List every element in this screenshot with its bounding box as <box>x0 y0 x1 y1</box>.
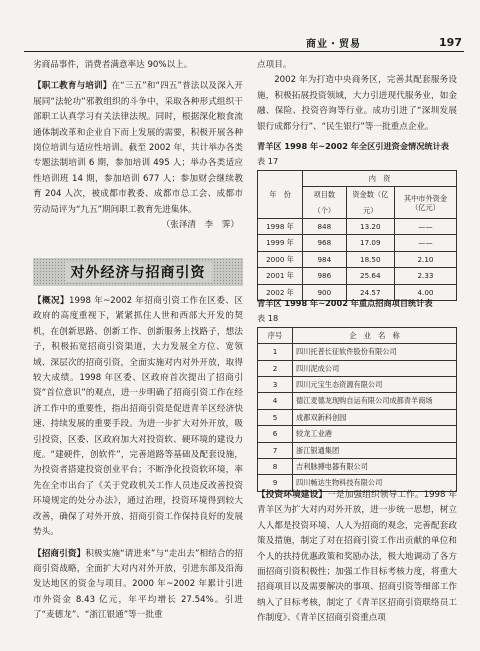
table2-header-no: 序号 <box>258 327 293 343</box>
cell-no: 1 <box>258 344 293 360</box>
section-title: 对外经济与招商引资 <box>65 262 212 282</box>
right-column-bottom <box>257 488 457 627</box>
cell-name: 较龙工业港 <box>293 426 457 442</box>
running-header-section: 商业・贸易 <box>306 38 362 50</box>
table-row <box>258 459 457 475</box>
training-paragraph <box>33 79 243 218</box>
investment-tag: 【招商引资】 <box>33 548 86 559</box>
cell-amount: 18.50 <box>346 251 394 267</box>
right-column <box>257 58 457 301</box>
table1-header-year: 年 份 <box>258 170 303 218</box>
cell-projects: 984 <box>303 251 347 267</box>
table-row <box>258 426 457 442</box>
cell-no: 3 <box>258 377 293 393</box>
table-row <box>258 251 457 267</box>
paragraph-top: 点项目。 <box>257 60 292 70</box>
right-column-lower <box>257 296 457 492</box>
cell-projects: 968 <box>303 235 347 251</box>
section-banner <box>33 258 243 286</box>
capital-table <box>257 170 457 301</box>
environment-tag: 【投资环境建设】 <box>257 490 328 500</box>
cell-non-city: 2.33 <box>394 268 456 284</box>
cell-year: 2002 年 <box>258 284 303 300</box>
page-header <box>20 34 462 50</box>
cell-no: 2 <box>258 360 293 376</box>
cell-name: 浙江银通集团 <box>293 442 457 458</box>
header-rule <box>24 51 464 52</box>
table1-header-non-city: 其中市外资金（亿元） <box>394 187 456 219</box>
overview-tag: 【概况】 <box>33 296 70 306</box>
cell-no: 8 <box>258 459 293 475</box>
cell-year: 1999 年 <box>258 235 303 251</box>
cell-non-city: —— <box>394 235 456 251</box>
training-text: 在“三五”和“四五”普法以及深入开展同“法轮功”邪教组织的斗争中，采取各种形式组织干部职工认真学习有关法律法规。同时，根据深化粮食流通体制改革和企业自下而上发展的需要，积极开展各种岗位培训与适应性培训。截至 2002 年，共计举办各类专题法制培训 6 期，参加培训 495 人；举办各类适应性培训班 14 期，参加培训 677 人；参加财会继续教育 204 人次，被成都市教委、成都市总工会、成都市劳动局评为“九五”期间职工教育先进集体。 <box>33 81 243 215</box>
table-row <box>258 409 457 425</box>
cell-year: 1998 年 <box>258 219 303 235</box>
overview-paragraph <box>33 294 243 541</box>
paragraph-cbd: 2002 年为打造中央商务区，完善其配套服务设施，积极拓展投资领域，大力引进现代服务业，如金融、保险、投资咨询等行业。成功引进了“深圳发展银行成都分行”、“民生银行”等一批重点企业。 <box>257 75 457 132</box>
left-column-lower <box>33 294 243 624</box>
table1-header-amount: 资金数（亿元） <box>346 187 394 219</box>
cell-amount: 17.09 <box>346 235 394 251</box>
cell-non-city: 4.00 <box>394 284 456 300</box>
cell-projects: 900 <box>303 284 347 300</box>
table1-header-projects: 项目数（个） <box>303 187 347 219</box>
table2-label: 表 18 <box>257 313 279 324</box>
investment-text: 积极实施“请进来”与“走出去”相结合的招商引资战略，全面扩大对内对外开放，引进东部及沿海发达地区的资金与项目。2000 年~2002 年累计引进市外资金 8.43 亿元，年平均增长 27.54%。引进了“麦德龙”、“浙江银通”等一批重 <box>33 548 243 621</box>
signature: （张泽清 李 霁） <box>161 220 239 231</box>
table1-title: 青羊区 1998 年~2002 年全区引进资金情况统计表 <box>257 141 449 152</box>
cell-non-city: —— <box>394 219 456 235</box>
table-row <box>258 393 457 409</box>
cell-amount: 24.57 <box>346 284 394 300</box>
cell-name: 四川畅达生物科技有限公司 <box>293 475 457 491</box>
left-column <box>33 58 243 233</box>
environment-text: 一是加强组织领导工作。1998 年青羊区为扩大对内对外开放，进一步统一思想，树立人人都是投资环境、人人为招商的观念，完善配套政策及措施，制定了对在招商引资工作出贡献的单位和个人的扶持优惠政策和奖励办法，极大地调动了各方面招商引资积极性；加强工作目标考核力度，将重大招商项目以及需要解决的事项、招商引资等细部工作纳入了目标考核，制定了《青羊区招商引资联络员工作制度》、《青羊区招商引资重点项 <box>257 490 457 624</box>
environment-paragraph <box>257 488 457 627</box>
table-row <box>258 344 457 360</box>
table2-header-name: 企 业 名 称 <box>293 327 457 343</box>
cell-name: 四川托普长征软件股份有限公司 <box>293 344 457 360</box>
table1-header-domestic: 内 资 <box>303 170 457 186</box>
overview-text: 1998 年~2002 年招商引资工作在区委、区政府的高度重视下，紧紧抓住人世和西部大开发的契机，在创新思路、创新工作、创新服务上找路子，想法子，积极拓宽招商引资渠道，大力发展全方位、宽领域、深层次的招商引资，全面实施对内对外开放，取得较大成绩。1998 年区委、区政府首次提出了招商引资“首位意识”的观点，进一步明确了招商引资工作在经济工作中的重要性，指出招商引资是促进青羊区经济快速、持续发展的重要手段。为进一步扩大对外开放，吸引投资，区委、区政府加大对投资软、硬环境的建设力度。“建硬件，创软件”，完善道路等基础及配套设施，为投资者搭建投资创业平台；不断净化投资软环境，率先在全市出台了《关于党政机关工作人员违反改善投资环境规定的处分办法》，通过治理，投资环境得到较大改善，确保了对外开放、招商引资工作保持良好的发展势头。 <box>33 296 243 538</box>
table-row <box>258 442 457 458</box>
cell-name: 吉利脉搏电器有限公司 <box>293 459 457 475</box>
cell-amount: 13.20 <box>346 219 394 235</box>
cell-no: 6 <box>258 426 293 442</box>
table1-label: 表 17 <box>257 156 279 167</box>
cell-no: 5 <box>258 409 293 425</box>
cell-year: 2001 年 <box>258 268 303 284</box>
cell-no: 9 <box>258 475 293 491</box>
table-row <box>258 235 457 251</box>
cell-amount: 25.64 <box>346 268 394 284</box>
paragraph-carryover: 劣商品事件，消费者满意率达 90%以上。 <box>33 60 193 70</box>
cell-projects: 848 <box>303 219 347 235</box>
training-tag: 【职工教育与培训】 <box>33 81 112 92</box>
cell-year: 2000 年 <box>258 251 303 267</box>
table-row <box>258 219 457 235</box>
cell-name: 德江麦德龙现购自运有限公司成都青羊商场 <box>293 393 457 409</box>
table-row <box>258 360 457 376</box>
page-number: 197 <box>439 35 462 49</box>
cell-name: 四川元宝生态资源有限公司 <box>293 377 457 393</box>
cell-projects: 986 <box>303 268 347 284</box>
cell-name: 成都双新科创园 <box>293 409 457 425</box>
cell-no: 4 <box>258 393 293 409</box>
investment-paragraph <box>33 547 243 624</box>
cell-no: 7 <box>258 442 293 458</box>
table-row <box>258 377 457 393</box>
table2-title: 青羊区 1998 年~2002 年重点招商项目统计表 <box>257 298 433 308</box>
cell-name: 四川泥成公司 <box>293 360 457 376</box>
cell-non-city: 2.10 <box>394 251 456 267</box>
key-projects-table <box>257 327 457 492</box>
table-row <box>258 268 457 284</box>
